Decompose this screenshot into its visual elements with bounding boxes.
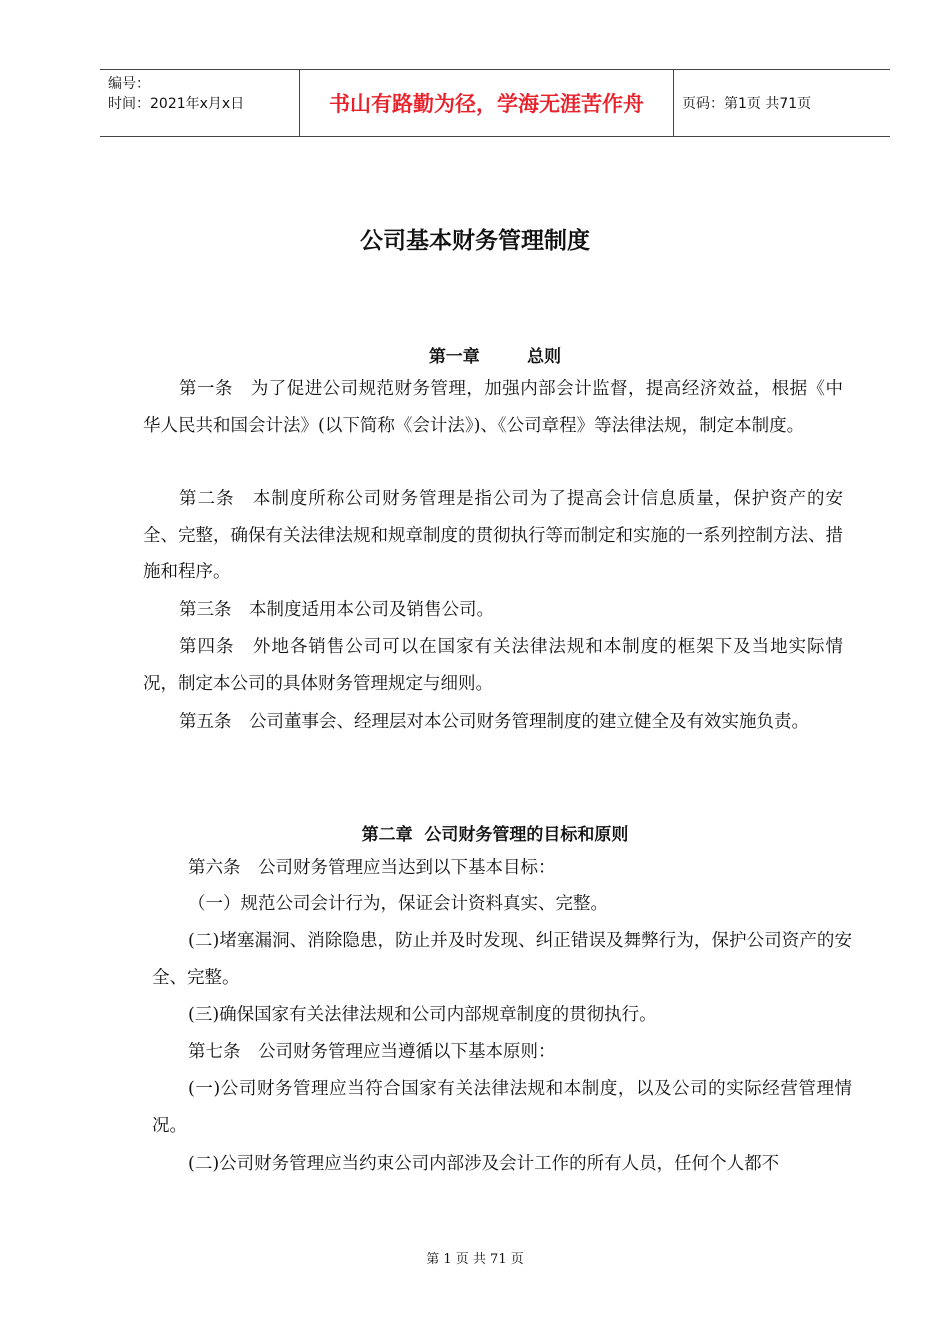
date-label: 时间：2021年x月x日 [108,96,245,112]
header-page-info: 页码：第1页 共71页 [682,96,812,112]
article-7: 第七条 公司财务管理应当遵循以下基本原则： [188,1042,556,1062]
goal-item-1: （一）规范公司会计行为，保证会计资料真实、完整。 [188,894,608,914]
document-title: 公司基本财务管理制度 [360,228,590,254]
article-2: 第二条 本制度所称公司财务管理是指公司为了提高会计信息质量，保护资产的安全、完整，确保有关法律法规和规章制度的贯彻执行等而制定和实施的一系列控制方法、措施和程序。 [143,489,843,582]
chapter-1-heading: 第一章 总则 [428,347,562,367]
page-footer: 第 1 页 共 71 页 [426,1252,524,1267]
page-header [100,69,890,137]
article-5: 第五条 公司董事会、经理层对本公司财务管理制度的建立健全及有效实施负责。 [179,712,809,732]
principle-item-1: (一)公司财务管理应当符合国家有关法律法规和本制度，以及公司的实际经营管理情况。 [152,1079,852,1136]
document-number-label: 编号： [108,76,150,92]
article-3: 第三条 本制度适用本公司及销售公司。 [179,600,494,620]
principle-item-2: (二)公司财务管理应当约束公司内部涉及会计工作的所有人员，任何个人都不 [188,1154,780,1174]
article-1: 第一条 为了促进公司规范财务管理，加强内部会计监督，提高经济效益，根据《中华人民共和国会计法》(以下简称《会计法》)、《公司章程》等法律法规，制定本制度。 [143,379,843,436]
article-6: 第六条 公司财务管理应当达到以下基本目标： [188,858,556,878]
header-meta [100,70,300,136]
header-motto: 书山有路勤为径，学海无涯苦作舟 [300,70,674,136]
goal-item-2: (二)堵塞漏洞、消除隐患，防止并及时发现、纠正错误及舞弊行为，保护公司资产的安全、完整。 [152,931,852,988]
goal-item-3: (三)确保国家有关法律法规和公司内部规章制度的贯彻执行。 [188,1005,657,1025]
article-4: 第四条 外地各销售公司可以在国家有关法律法规和本制度的框架下及当地实际情况，制定本公司的具体财务管理规定与细则。 [143,637,843,694]
chapter-2-heading: 第二章 公司财务管理的目标和原则 [361,825,629,845]
